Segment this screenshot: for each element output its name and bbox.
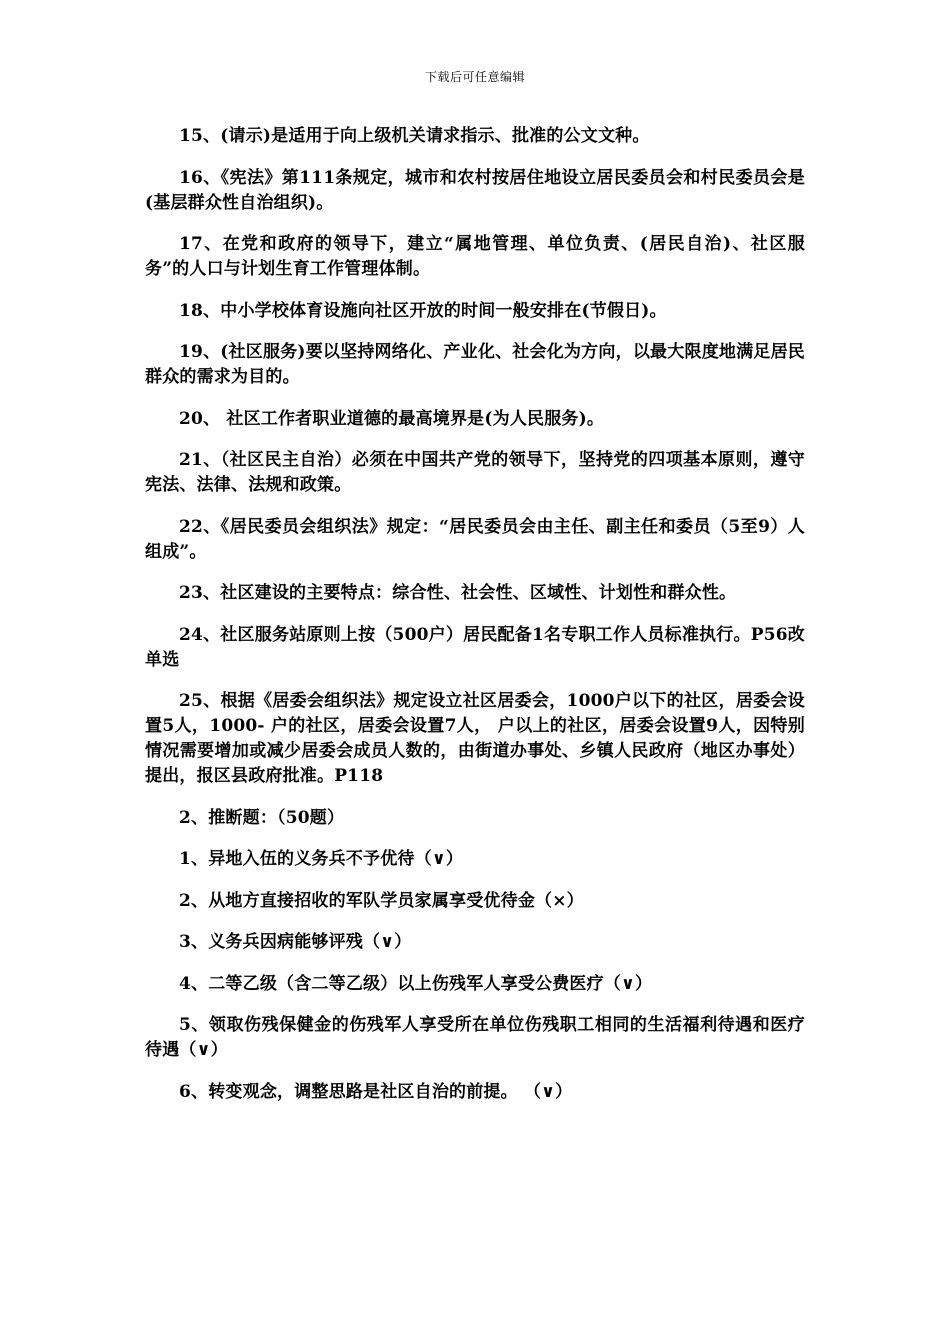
paragraph-q16: 16、《宪法》第111条规定，城市和农村按居住地设立居民委员会和村民委员会是(基层群众性自治组织)。 (145, 167, 805, 213)
paragraph-j2: 2、从地方直接招收的军队学员家属享受优待金（×） (179, 890, 584, 911)
paragraph-j6: 6、转变观念，调整思路是社区自治的前提。 （∨） (179, 1081, 573, 1102)
paragraph-q22: 22、《居民委员会组织法》规定：“居民委员会由主任、副主任和委员（5至9）人组成”。 (145, 516, 805, 562)
paragraph-q21: 21、（社区民主自治）必须在中国共产党的领导下，坚持党的四项基本原则，遵守宪法、法律、法规和政策。 (145, 450, 805, 495)
paragraph-q18: 18、中小学校体育设施向社区开放的时间一般安排在(节假日)。 (179, 300, 667, 321)
section-heading-judgement: 2、推断题：（50题） (179, 807, 345, 828)
paragraph-q24: 24、社区服务站原则上按（500户）居民配备1名专职工作人员标准执行。P56改单选 (145, 624, 805, 670)
paragraph-j4: 4、二等乙级（含二等乙级）以上伤残军人享受公费医疗（∨） (179, 973, 653, 994)
paragraph-q25: 25、根据《居委会组织法》规定设立社区居委会，1000户以下的社区，居委会设置5人，1000- 户的社区，居委会设置7人， 户以上的社区，居委会设置9人，因特别情况需要增加或减少居委会成员人数的，由街道办事处、乡镇人民政府（地区办事处）提出，报区县政府批准。P118 (145, 691, 805, 786)
paragraph-q15: 15、(请示)是适用于向上级机关请求指示、批准的公文文种。 (179, 126, 650, 146)
paragraph-j3: 3、义务兵因病能够评残（∨） (179, 932, 412, 952)
paragraph-q23: 23、社区建设的主要特点：综合性、社会性、区域性、计划性和群众性。 (179, 583, 737, 603)
document-body (145, 124, 805, 1121)
page-header: 下载后可任意编辑 (424, 70, 525, 84)
paragraph-j1: 1、异地入伍的义务兵不予优待（∨） (179, 849, 464, 869)
paragraph-q19: 19、(社区服务)要以坚持网络化、产业化、社会化为方向，以最大限度地满足居民群众的需求为目的。 (145, 342, 805, 387)
paragraph-q20: 20、 社区工作者职业道德的最高境界是(为人民服务)。 (179, 408, 605, 429)
paragraph-q17: 17、在党和政府的领导下，建立“属地管理、单位负责、(居民自治)、社区服务”的人口与计划生育工作管理体制。 (145, 234, 805, 279)
paragraph-j5: 5、领取伤残保健金的伤残军人享受所在单位伤残职工相同的生活福利待遇和医疗待遇（∨） (145, 1015, 805, 1060)
